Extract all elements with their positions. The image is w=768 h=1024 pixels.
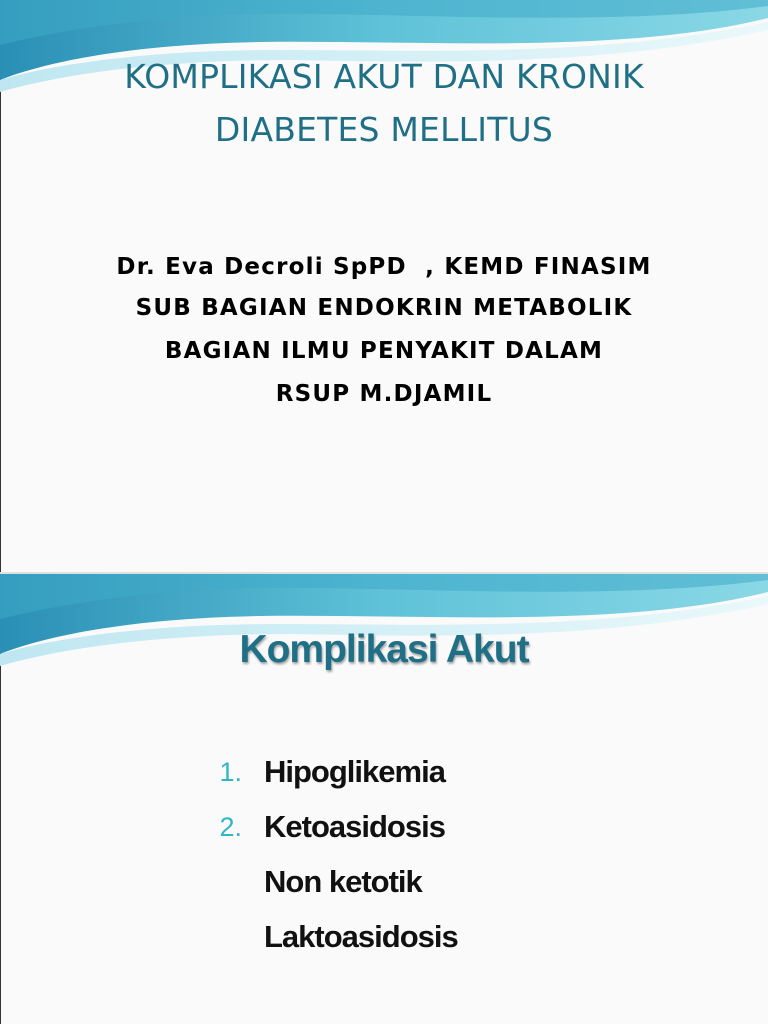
list-item — [0, 917, 768, 957]
slide-2 — [0, 574, 768, 1024]
list-item — [0, 807, 768, 847]
list-text: Non ketotik — [264, 864, 422, 899]
list-text: Laktoasidosis — [264, 919, 458, 954]
list-text: Ketoasidosis — [264, 809, 445, 844]
list-item — [0, 862, 768, 902]
list-number: 1. — [219, 757, 242, 787]
list-number: 2. — [219, 812, 242, 842]
slide-title-line-1: KOMPLIKASI AKUT DAN KRONIK — [124, 57, 644, 96]
slide-title: Komplikasi Akut — [239, 628, 529, 671]
author-line-1: Dr. Eva Decroli SpPD , KEMD FINASIM — [116, 254, 652, 280]
list-text: Hipoglikemia — [264, 754, 445, 789]
list-item — [0, 752, 768, 792]
author-line-2: SUB BAGIAN ENDOKRIN METABOLIK — [135, 295, 633, 321]
author-line-3: BAGIAN ILMU PENYAKIT DALAM — [164, 338, 604, 364]
slide-title-line-2: DIABETES MELLITUS — [214, 110, 554, 149]
author-line-4: RSUP M.DJAMIL — [275, 381, 493, 407]
